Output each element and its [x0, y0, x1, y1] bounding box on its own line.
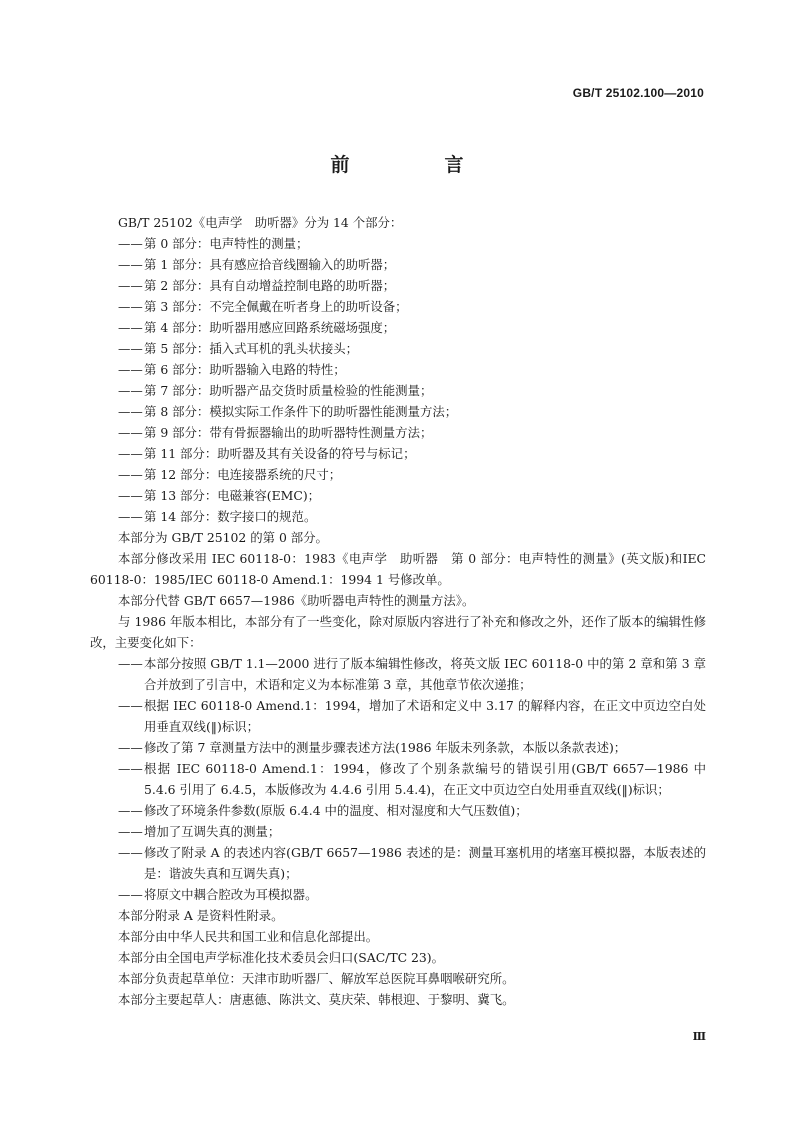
- change-list-item: [90, 884, 706, 905]
- dash-mark: ——: [118, 446, 143, 461]
- dash-mark: ——: [118, 824, 143, 839]
- part-list-item: [90, 254, 706, 275]
- part-list-item-text: 第 3 部分：不完全佩戴在听者身上的助听设备；: [144, 299, 408, 314]
- dash-mark: ——: [118, 278, 143, 293]
- dash-mark: ——: [118, 320, 143, 335]
- change-list-item: [90, 653, 706, 695]
- dash-mark: ——: [118, 236, 143, 251]
- dash-mark: ——: [118, 404, 143, 419]
- dash-mark: ——: [118, 887, 143, 902]
- change-list-item-text: 增加了互调失真的测量；: [144, 824, 281, 839]
- part-list-item-text: 第 0 部分：电声特性的测量；: [144, 236, 309, 251]
- parts-list: [90, 233, 706, 527]
- part-list-item-text: 第 4 部分：助听器用感应回路系统磁场强度；: [144, 320, 396, 335]
- part-list-item: [90, 275, 706, 296]
- changes-intro-paragraph: 与 1986 年版本相比，本部分有了一些变化，除对原版内容进行了补充和修改之外，还作了版本的编辑性修改，主要变化如下：: [90, 614, 706, 650]
- dash-mark: ——: [118, 299, 143, 314]
- part-list-item: [90, 401, 706, 422]
- part-list-item-text: 第 12 部分：电连接器系统的尺寸；: [144, 467, 342, 482]
- proposed-by-paragraph: 本部分由中华人民共和国工业和信息化部提出。: [118, 929, 379, 944]
- dash-mark: ——: [118, 698, 143, 713]
- part-list-item-text: 第 5 部分：插入式耳机的乳头状接头；: [144, 341, 359, 356]
- part-list-item: [90, 485, 706, 506]
- part-list-item-text: 第 8 部分：模拟实际工作条件下的助听器性能测量方法；: [144, 404, 458, 419]
- part-list-item: [90, 317, 706, 338]
- change-list-item-text: 修改了环境条件参数(原版 6.4.4 中的温度、相对湿度和大气压数值)；: [144, 803, 528, 818]
- part-list-item: [90, 338, 706, 359]
- page-title: 前 言: [330, 154, 502, 176]
- change-list-item: [90, 800, 706, 821]
- centralized-by-paragraph: 本部分由全国电声学标准化技术委员会归口(SAC/TC 23)。: [118, 950, 445, 965]
- dash-mark: ——: [118, 803, 143, 818]
- part-list-item: [90, 443, 706, 464]
- part-list-item: [90, 464, 706, 485]
- part-list-item-text: 第 7 部分：助听器产品交货时质量检验的性能测量；: [144, 383, 433, 398]
- changes-list: [90, 653, 706, 905]
- part-list-item: [90, 296, 706, 317]
- change-list-item: [90, 821, 706, 842]
- dash-mark: ——: [118, 341, 143, 356]
- part-list-item-text: 第 11 部分：助听器及其有关设备的符号与标记；: [144, 446, 416, 461]
- drafters-paragraph: 本部分主要起草人：唐惠德、陈洪文、莫庆荣、韩根迎、于黎明、冀飞。: [118, 992, 515, 1007]
- dash-mark: ——: [118, 509, 143, 524]
- part-list-item-text: 第 1 部分：具有感应拾音线圈输入的助听器；: [144, 257, 396, 272]
- part-list-item: [90, 422, 706, 443]
- adoption-paragraph: 本部分修改采用 IEC 60118-0：1983《电声学 助听器 第 0 部分：电声特性的测量》(英文版)和IEC 60118-0：1985/IEC 60118-0 Amend.1：1994 1 号修改单。: [90, 551, 706, 587]
- standard-code: GB/T 25102.100—2010: [572, 86, 704, 100]
- change-list-item: [90, 758, 706, 800]
- change-list-item-text: 修改了附录 A 的表述内容(GB/T 6657—1986 表述的是：测量耳塞机用的堵塞耳模拟器，本版表述的是：谐波失真和互调失真)；: [144, 845, 706, 881]
- replacement-paragraph: 本部分代替 GB/T 6657—1986《助听器电声特性的测量方法》。: [118, 593, 475, 608]
- dash-mark: ——: [118, 845, 143, 860]
- change-list-item-text: 将原文中耦合腔改为耳模拟器。: [144, 887, 318, 902]
- change-list-item-text: 根据 IEC 60118-0 Amend.1：1994，增加了术语和定义中 3.17 的解释内容，在正文中页边空白处用垂直双线(‖)标识；: [144, 698, 706, 734]
- drafting-units-paragraph: 本部分负责起草单位：天津市助听器厂、解放军总医院耳鼻咽喉研究所。: [118, 971, 515, 986]
- document-body: [90, 212, 706, 1010]
- dash-mark: ——: [118, 740, 143, 755]
- part-list-item: [90, 359, 706, 380]
- intro-paragraph: GB/T 25102《电声学 助听器》分为 14 个部分：: [118, 215, 403, 230]
- dash-mark: ——: [118, 257, 143, 272]
- change-list-item-text: 修改了第 7 章测量方法中的测量步骤表述方法(1986 年版未列条款，本版以条款表述)；: [144, 740, 627, 755]
- dash-mark: ——: [118, 656, 143, 671]
- part-list-item: [90, 380, 706, 401]
- annex-paragraph: 本部分附录 A 是资料性附录。: [118, 908, 284, 923]
- part-list-item-text: 第 14 部分：数字接口的规范。: [144, 509, 317, 524]
- part-list-item: [90, 506, 706, 527]
- part-list-item-text: 第 9 部分：带有骨振器输出的助听器特性测量方法；: [144, 425, 433, 440]
- dash-mark: ——: [118, 488, 143, 503]
- change-list-item: [90, 737, 706, 758]
- dash-mark: ——: [118, 425, 143, 440]
- part-list-item-text: 第 2 部分：具有自动增益控制电路的助听器；: [144, 278, 396, 293]
- part-list-item-text: 第 13 部分：电磁兼容(EMC)；: [144, 488, 321, 503]
- change-list-item: [90, 695, 706, 737]
- change-list-item-text: 根据 IEC 60118-0 Amend.1：1994，修改了个别条款编号的错误引用(GB/T 6657—1986 中 5.4.6 引用了 6.4.5，本版修改为 4.4.6 引用 5.4.4)，在正文中页边空白处用垂直双线(‖)标识；: [144, 761, 706, 797]
- dash-mark: ——: [118, 761, 143, 776]
- dash-mark: ——: [118, 383, 143, 398]
- dash-mark: ——: [118, 467, 143, 482]
- page-number: Ⅲ: [692, 1030, 706, 1043]
- part-list-item-text: 第 6 部分：助听器输入电路的特性；: [144, 362, 346, 377]
- part-list-item: [90, 233, 706, 254]
- change-list-item-text: 本部分按照 GB/T 1.1—2000 进行了版本编辑性修改，将英文版 IEC 60118-0 中的第 2 章和第 3 章合并放到了引言中，术语和定义为本标准第 3 章，其他章节依次递推；: [144, 656, 706, 692]
- change-list-item: [90, 842, 706, 884]
- this-part-paragraph: 本部分为 GB/T 25102 的第 0 部分。: [118, 530, 328, 545]
- dash-mark: ——: [118, 362, 143, 377]
